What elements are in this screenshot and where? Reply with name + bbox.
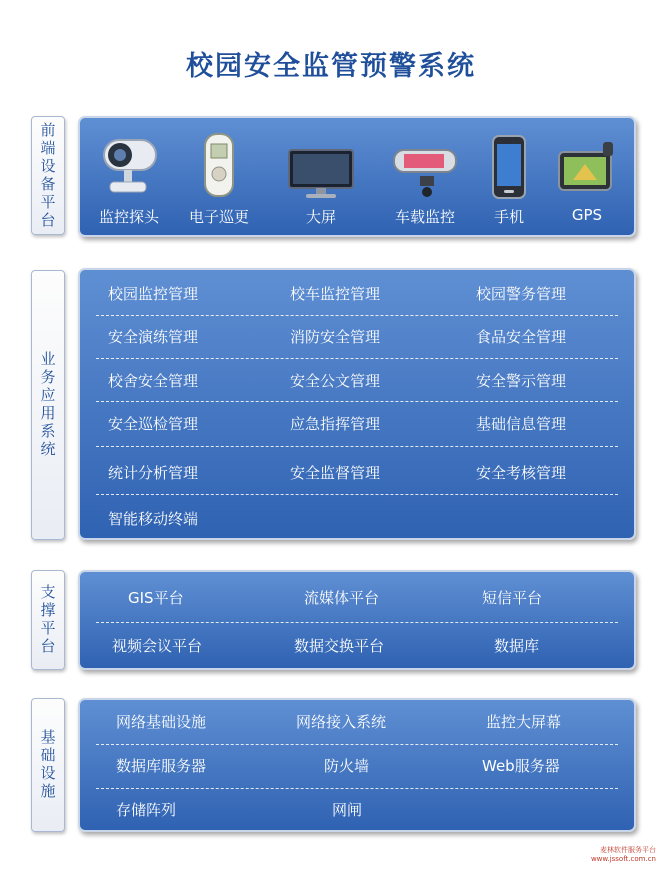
row-divider xyxy=(96,446,618,447)
layer-label-support: 支撑平台 xyxy=(31,570,65,670)
infra-item: 网络基础设施 xyxy=(116,713,207,731)
row-divider xyxy=(96,788,618,789)
device-camera xyxy=(84,128,174,227)
app-item: 统计分析管理 xyxy=(108,464,199,482)
device-label: 车载监控 xyxy=(394,208,455,226)
infra-item: Web服务器 xyxy=(482,757,560,775)
table-row xyxy=(80,317,634,357)
infra-item: 存储阵列 xyxy=(116,801,177,819)
row-divider xyxy=(96,622,618,623)
app-item: 应急指挥管理 xyxy=(290,415,381,433)
infrastructure-panel xyxy=(78,698,636,832)
device-label: 手机 xyxy=(493,208,524,226)
app-item: 校园监控管理 xyxy=(108,285,199,303)
app-item: 校车监控管理 xyxy=(290,285,381,303)
layer-label-infrastructure: 基础设施 xyxy=(31,698,65,832)
infra-item: 网闸 xyxy=(332,801,363,819)
device-label: 监控探头 xyxy=(98,208,159,226)
device-label: GPS xyxy=(571,206,603,224)
platform-item: 短信平台 xyxy=(482,589,543,607)
table-row xyxy=(80,578,634,618)
app-item: 智能移动终端 xyxy=(108,510,199,528)
row-divider xyxy=(96,358,618,359)
device-label: 电子巡更 xyxy=(188,208,249,226)
device-patrol xyxy=(174,128,264,227)
monitor-icon xyxy=(276,128,366,200)
app-item: 校舍安全管理 xyxy=(108,372,199,390)
platform-item: 视频会议平台 xyxy=(112,637,203,655)
app-item: 安全考核管理 xyxy=(476,464,567,482)
layer-label-devices: 前端设备平台 xyxy=(31,116,65,235)
app-item: 基础信息管理 xyxy=(476,415,567,433)
platform-item: 数据库 xyxy=(494,637,540,655)
page-title: 校园安全监管预警系统 xyxy=(186,51,476,82)
row-divider xyxy=(96,494,618,495)
row-divider xyxy=(96,401,618,402)
infra-item: 防火墙 xyxy=(324,757,370,775)
table-row xyxy=(80,274,634,314)
watermark-logo xyxy=(588,846,656,872)
table-row xyxy=(80,702,634,742)
app-item: 安全警示管理 xyxy=(476,372,567,390)
device-car-monitor xyxy=(380,128,470,227)
platform-item: 数据交换平台 xyxy=(294,637,385,655)
patrol-device-icon xyxy=(174,128,264,200)
row-divider xyxy=(96,315,618,316)
infra-item: 网络接入系统 xyxy=(296,713,387,731)
app-item: 安全公文管理 xyxy=(290,372,381,390)
infra-item: 数据库服务器 xyxy=(116,757,207,775)
platform-item: 流媒体平台 xyxy=(304,589,380,607)
layer-label-applications: 业务应用系统 xyxy=(31,270,65,540)
device-phone xyxy=(464,128,554,227)
app-item: 安全巡检管理 xyxy=(108,415,199,433)
table-row xyxy=(80,499,634,539)
table-row xyxy=(80,404,634,444)
table-row xyxy=(80,790,634,830)
table-row xyxy=(80,453,634,493)
row-divider xyxy=(96,744,618,745)
device-screen xyxy=(276,128,366,227)
app-item: 食品安全管理 xyxy=(476,328,567,346)
app-item: 消防安全管理 xyxy=(290,328,381,346)
device-label: 大屏 xyxy=(305,208,336,226)
table-row xyxy=(80,746,634,786)
applications-panel xyxy=(78,268,636,540)
devices-panel xyxy=(78,116,636,237)
camera-icon xyxy=(84,128,174,200)
gps-icon xyxy=(542,128,632,200)
watermark-line: 麦林软件服务平台 xyxy=(600,846,656,854)
app-item: 安全监督管理 xyxy=(290,464,381,482)
phone-icon xyxy=(464,128,554,200)
table-row xyxy=(80,361,634,401)
support-panel xyxy=(78,570,636,670)
table-row xyxy=(80,626,634,666)
platform-item: GIS平台 xyxy=(128,589,184,607)
device-gps xyxy=(542,128,632,224)
watermark-line: www.jssoft.com.cn xyxy=(590,855,656,863)
infra-item: 监控大屏幕 xyxy=(486,713,562,731)
car-monitor-icon xyxy=(380,128,470,200)
app-item: 校园警务管理 xyxy=(476,285,567,303)
app-item: 安全演练管理 xyxy=(108,328,199,346)
